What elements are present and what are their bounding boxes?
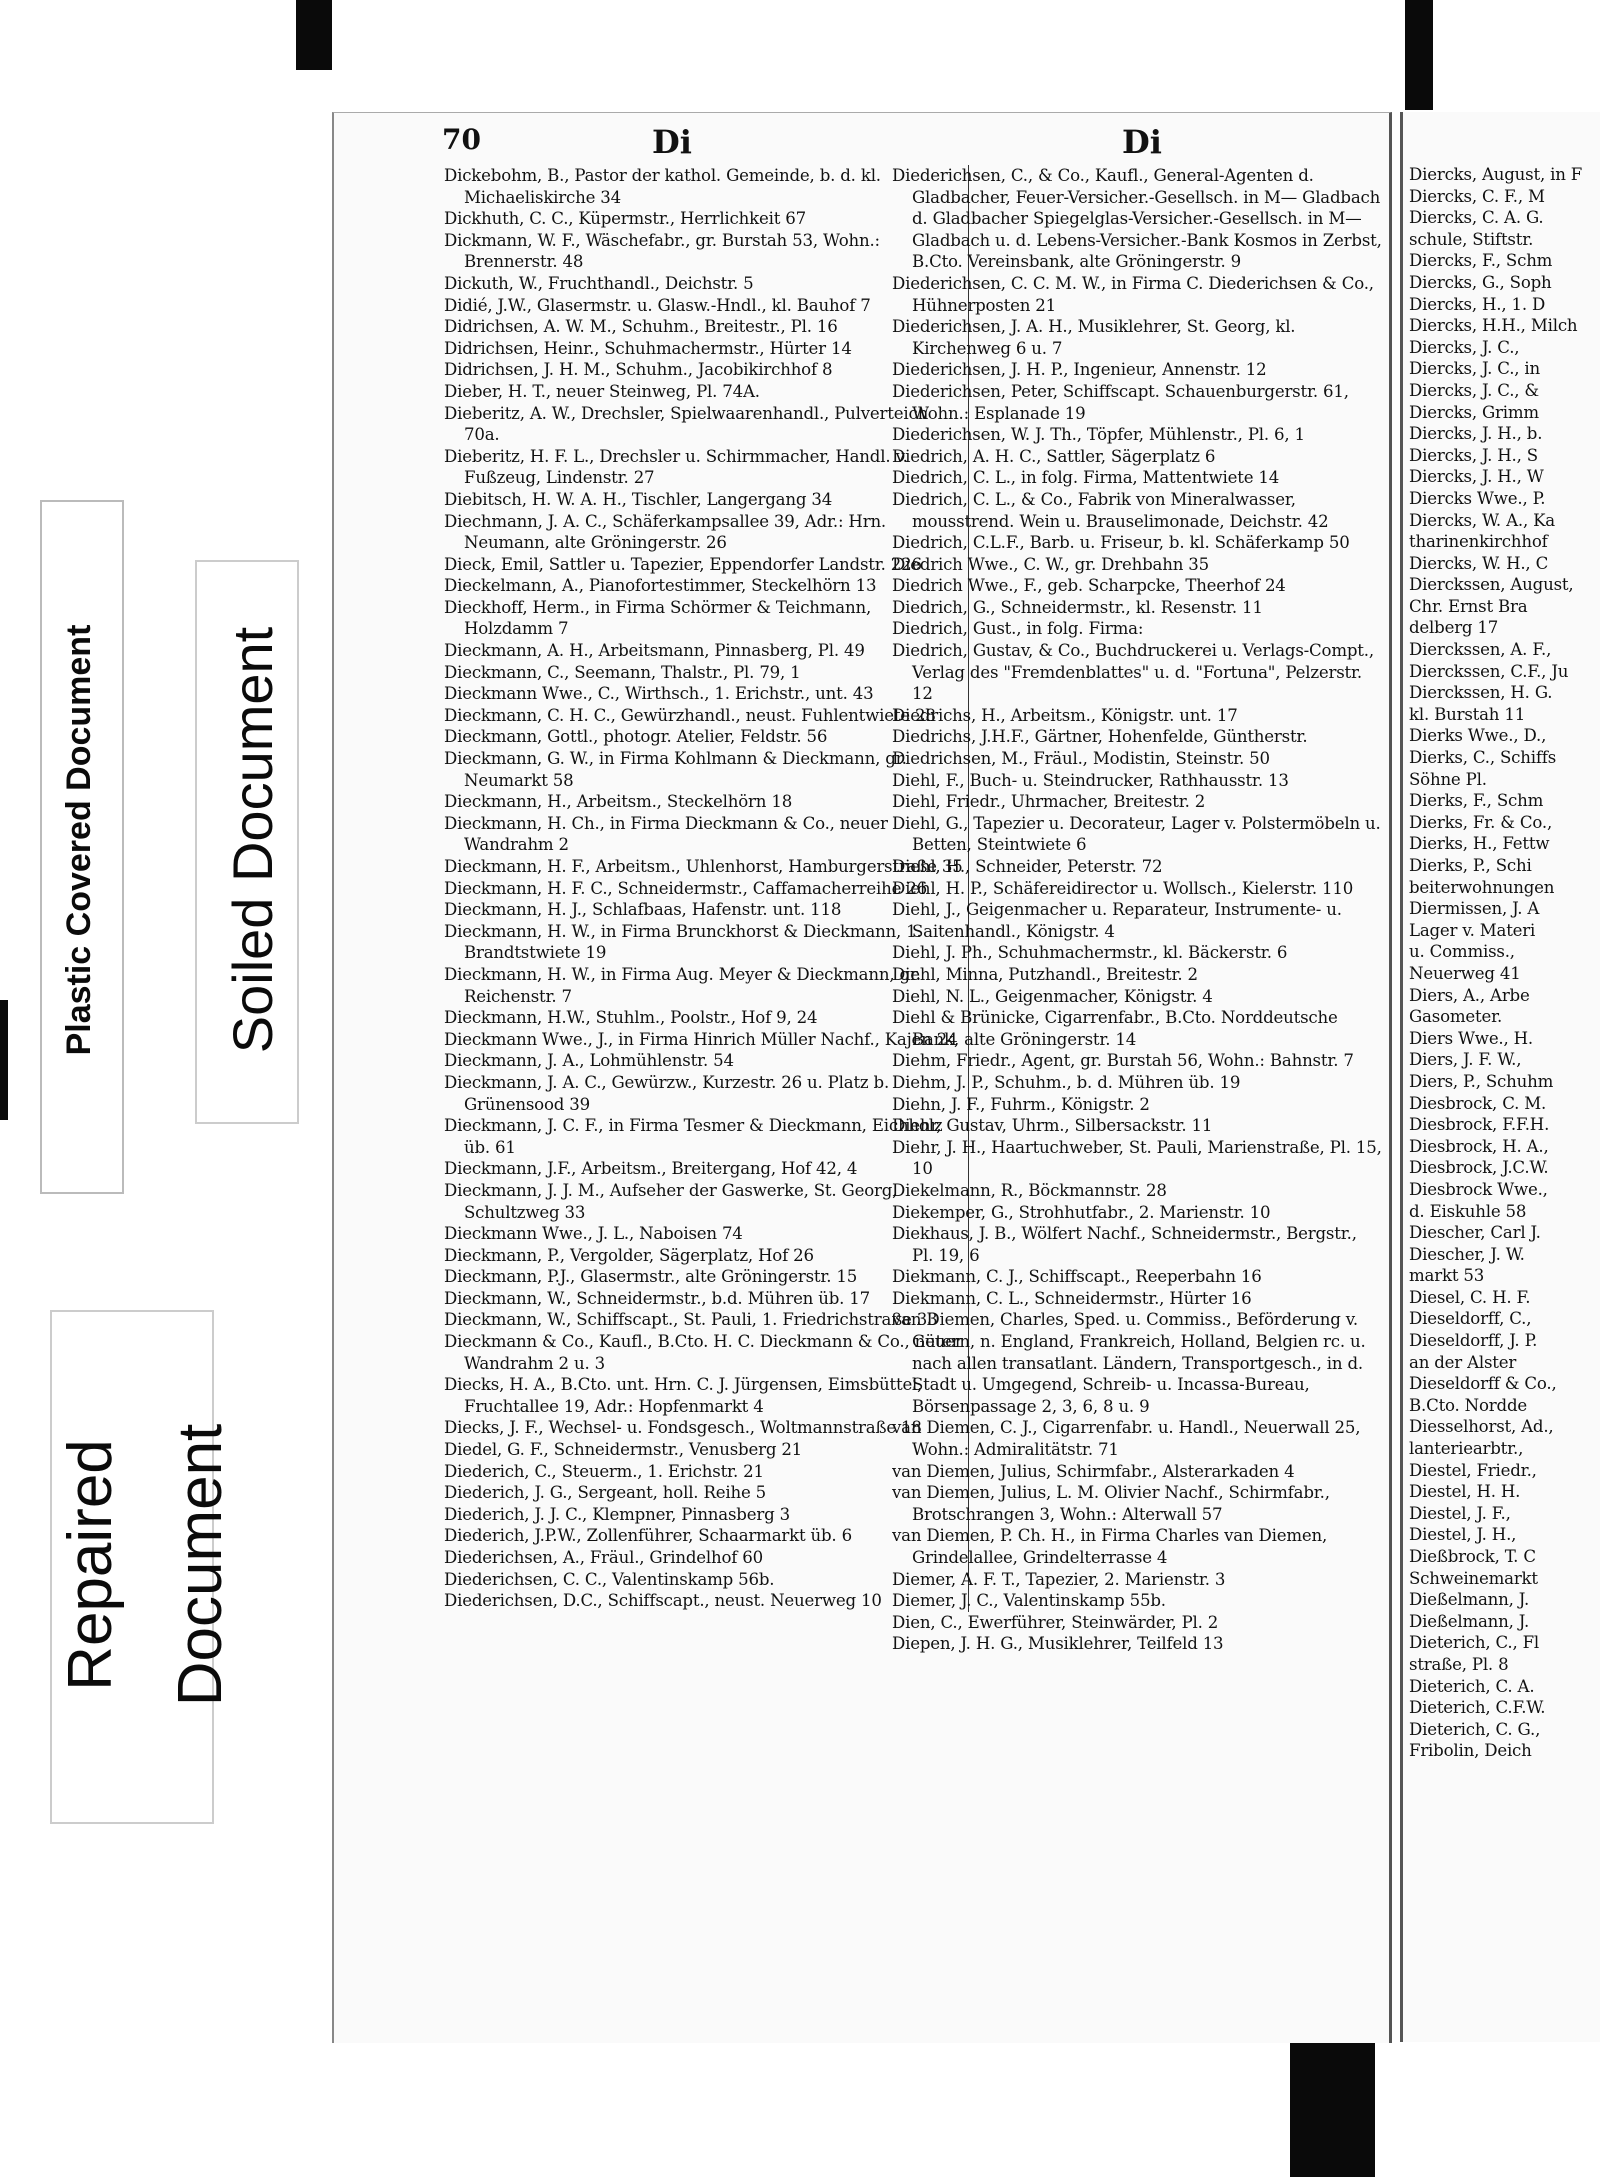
directory-entry: Dieckmann, P.J., Glasermstr., alte Gröningerstr. 15 <box>444 1267 858 1287</box>
directory-entry: Diederich, J.P.W., Zollenführer, Schaarmarkt üb. 6 <box>444 1526 852 1546</box>
directory-entry: Diercks, J. H., W <box>1409 467 1544 487</box>
directory-entry: Diehl, N. L., Geigenmacher, Königstr. 4 <box>892 986 1213 1006</box>
directory-entry: Dieckmann, H. Ch., in Firma Dieckmann & Co., neuer Wandrahm 2 <box>444 813 888 855</box>
directory-entry: Dieckelmann, A., Pianofortestimmer, Steckelhörn 13 <box>444 576 877 596</box>
column-left <box>444 165 969 1612</box>
directory-entry: Dieseldorff & Co., <box>1409 1374 1557 1394</box>
directory-entry: Dieckmann, J. C. F., in Firma Tesmer & Dieckmann, Eichholz üb. 61 <box>444 1116 943 1157</box>
directory-entry: Fribolin, Deich <box>1409 1741 1532 1761</box>
directory-entry: Dieber, H. T., neuer Steinweg, Pl. 74A. <box>444 381 760 401</box>
directory-entry: Dieterich, C. A. <box>1409 1676 1535 1696</box>
directory-entry: Gasometer. <box>1409 1007 1503 1027</box>
directory-entry: Dieseldorff, C., <box>1409 1309 1532 1329</box>
directory-entry: Diesbrock, J.C.W. <box>1409 1158 1549 1178</box>
directory-entry: Dierks Wwe., D., <box>1409 726 1547 746</box>
directory-entry: Diermissen, J. A <box>1409 899 1540 919</box>
directory-entry: Diehm, Friedr., Agent, gr. Burstah 56, Wohn.: Bahnstr. 7 <box>892 1051 1354 1071</box>
directory-entry: Diers, A., Arbe <box>1409 985 1530 1005</box>
directory-entry: Diercks Wwe., P. <box>1409 488 1546 508</box>
directory-entry: lanteriearbtr., <box>1409 1439 1524 1459</box>
directory-entry: Diercks, H., 1. D <box>1409 294 1546 314</box>
directory-entry: delberg 17 <box>1409 618 1499 638</box>
directory-entry: Dierks, Fr. & Co., <box>1409 812 1553 832</box>
directory-entry: Diehl, Minna, Putzhandl., Breitestr. 2 <box>892 964 1198 984</box>
directory-entry: Dieckmann, J.F., Arbeitsm., Breitergang, Hof 42, 4 <box>444 1159 858 1179</box>
directory-entry: Diesbrock Wwe., <box>1409 1179 1548 1199</box>
directory-entry: Diederich, J. G., Sergeant, holl. Reihe 5 <box>444 1483 767 1503</box>
directory-entry: Diehl & Brünicke, Cigarrenfabr., B.Cto. Norddeutsche Bank, alte Gröningerstr. 14 <box>892 1008 1338 1049</box>
directory-entry: Diederichsen, J. H. P., Ingenieur, Annenstr. 12 <box>892 360 1267 380</box>
directory-entry: markt 53 <box>1409 1266 1485 1286</box>
directory-entry: Dieckmann, W., Schneidermstr., b.d. Mühren üb. 17 <box>444 1288 871 1308</box>
directory-entry: Diercks, C. A. G. <box>1409 208 1544 228</box>
directory-entry: Dieckmann, Gottl., photogr. Atelier, Feldstr. 56 <box>444 727 828 747</box>
directory-entry: Diers Wwe., H. <box>1409 1028 1534 1048</box>
directory-entry: Diercks, H.H., Milch <box>1409 316 1578 336</box>
directory-entry: Dieckmann, H. F. C., Schneidermstr., Caffamacherreihe 26 <box>444 878 928 898</box>
directory-entry: Dierks, H., Fettw <box>1409 834 1550 854</box>
soiled-document-label: Soiled Document <box>221 626 284 1054</box>
directory-entry: Diederichsen, Peter, Schiffscapt. Schauenburgerstr. 61, Wohn.: Esplanade 19 <box>892 381 1349 423</box>
directory-entry: Diehr, Gustav, Uhrm., Silbersackstr. 11 <box>892 1116 1213 1136</box>
directory-entry: Diekmann, C. J., Schiffscapt., Reeperbahn 16 <box>892 1267 1262 1287</box>
header-right: Di <box>1122 123 1162 161</box>
directory-entry: Diebitsch, H. W. A. H., Tischler, Langergang 34 <box>444 489 833 509</box>
directory-entry: Dieckmann Wwe., J., in Firma Hinrich Müller Nachf., Kajen 24 <box>444 1029 958 1049</box>
directory-entry: Lager v. Materi <box>1409 920 1536 940</box>
directory-entry: van Diemen, Charles, Sped. u. Commiss., Beförderung v. Gütern, n. England, Frankreich, Holland, Belgien rc. u. nach allen transatlant. Ländern, Transportgesch., in d. Stadt u. Umgegend, Schreib- u. Incassa-Bureau, Börsenpassage 2, 3, 6, 8 u. 9 <box>892 1310 1366 1416</box>
directory-entry: Dieckmann, A. H., Arbeitsmann, Pinnasberg, Pl. 49 <box>444 641 865 661</box>
plastic-covered-label: Plastic Covered Document <box>60 624 98 1056</box>
directory-entry: Diehl, J. Ph., Schuhmachermstr., kl. Bäckerstr. 6 <box>892 943 1288 963</box>
directory-entry: Diehl, J., Geigenmacher u. Reparateur, Instrumente- u. Saitenhandl., Königstr. 4 <box>892 900 1342 941</box>
directory-entry: Diedel, G. F., Schneidermstr., Venusberg 21 <box>444 1440 803 1460</box>
directory-entry: Diepen, J. H. G., Musiklehrer, Teilfeld 13 <box>892 1634 1224 1654</box>
directory-entry: Dien, C., Ewerführer, Steinwärder, Pl. 2 <box>892 1612 1219 1632</box>
repaired-label-line1: Repaired <box>56 1439 125 1691</box>
directory-entry: Dierckssen, A. F., <box>1409 640 1552 660</box>
directory-entry: Dierks, C., Schiffs <box>1409 748 1557 768</box>
binding-bar-left-edge <box>0 1000 8 1120</box>
directory-entry: van Diemen, Julius, Schirmfabr., Alsterarkaden 4 <box>892 1461 1295 1481</box>
directory-entry: Didrichsen, A. W. M., Schuhm., Breitestr., Pl. 16 <box>444 317 838 337</box>
directory-entry: Dieterich, C. G., <box>1409 1719 1541 1739</box>
repaired-label-line2: Document <box>166 1423 235 1707</box>
directory-entry: Dieseldorff, J. P. <box>1409 1331 1538 1351</box>
directory-entry: Dierckssen, H. G. <box>1409 683 1553 703</box>
directory-entry: Diescher, J. W. <box>1409 1244 1525 1264</box>
directory-entry: Diestel, J. F., <box>1409 1503 1511 1523</box>
directory-entry: Diederichsen, J. A. H., Musiklehrer, St. Georg, kl. Kirchenweg 6 u. 7 <box>892 317 1296 358</box>
directory-entry: Dierckssen, C.F., Ju <box>1409 661 1569 681</box>
directory-entry: Dieterich, C., Fl <box>1409 1633 1540 1653</box>
directory-entry: beiterwohnungen <box>1409 877 1555 897</box>
directory-entry: Diesel, C. H. F. <box>1409 1287 1531 1307</box>
directory-entry: Dieckmann, W., Schiffscapt., St. Pauli, 1. Friedrichstraße 33 <box>444 1310 938 1330</box>
column-right <box>1409 164 1600 1762</box>
directory-entry: Dieckmann Wwe., J. L., Naboisen 74 <box>444 1224 743 1244</box>
directory-entry: Dierks, F., Schm <box>1409 791 1544 811</box>
directory-entry: Diesbrock, H. A., <box>1409 1136 1549 1156</box>
directory-entry: Diechmann, J. A. C., Schäferkampsallee 39, Adr.: Hrn. Neumann, alte Gröningerstr. 26 <box>444 511 886 553</box>
directory-entry: Diers, J. F. W., <box>1409 1050 1522 1070</box>
page-number: 70 <box>442 123 481 156</box>
directory-entry: Diestel, H. H. <box>1409 1482 1521 1502</box>
directory-entry: Diercks, J. C., in <box>1409 359 1541 379</box>
directory-entry: Dießelmann, J. <box>1409 1611 1530 1631</box>
directory-entry: Diesbrock, C. M. <box>1409 1093 1547 1113</box>
directory-entry: Diesbrock, F.F.H. <box>1409 1115 1550 1135</box>
directory-entry: Diehl, H., Schneider, Peterstr. 72 <box>892 857 1163 876</box>
directory-entry: Diemer, J. C., Valentinskamp 55b. <box>892 1591 1166 1611</box>
directory-entry: Diecks, H. A., B.Cto. unt. Hrn. C. J. Jürgensen, Eimsbüttel, Fruchtallee 19, Adr.: Hopfenmarkt 4 <box>444 1375 923 1416</box>
directory-entry: Dieckmann Wwe., C., Wirthsch., 1. Erichstr., unt. 43 <box>444 684 874 704</box>
directory-entry: kl. Burstah 11 <box>1409 704 1526 724</box>
directory-entry: Diedrich Wwe., F., geb. Scharpcke, Theerhof 24 <box>892 576 1286 596</box>
directory-entry: Dierks, P., Schi <box>1409 856 1532 875</box>
directory-entry: Dieckmann, P., Vergolder, Sägerplatz, Hof 26 <box>444 1245 814 1265</box>
directory-entry: Diederichsen, A., Fräul., Grindelhof 60 <box>444 1548 763 1567</box>
binding-bar-right-bottom <box>1290 2040 1375 2177</box>
directory-entry: Diemer, A. F. T., Tapezier, 2. Marienstr. 3 <box>892 1569 1226 1589</box>
directory-entry: Dieckmann, H., Arbeitsm., Steckelhörn 18 <box>444 792 793 812</box>
directory-entry: Diekelmann, R., Böckmannstr. 28 <box>892 1180 1167 1200</box>
directory-entry: Diercks, W. H., C <box>1409 553 1549 573</box>
directory-entry: Dießelmann, J. <box>1409 1590 1530 1610</box>
directory-entry: tharinenkirchhof <box>1409 532 1548 552</box>
directory-entry: d. Eiskuhle 58 <box>1409 1201 1527 1221</box>
directory-entry: Didrichsen, Heinr., Schuhmachermstr., Hürter 14 <box>444 338 852 358</box>
directory-entry: Diehl, F., Buch- u. Steindrucker, Rathhausstr. 13 <box>892 770 1289 790</box>
directory-entry: Dießbrock, T. C <box>1409 1547 1536 1566</box>
directory-entry: Didrichsen, J. H. M., Schuhm., Jacobikirchhof 8 <box>444 360 833 380</box>
directory-entry: van Diemen, Julius, L. M. Olivier Nachf., Schirmfabr., Brotschrangen 3, Wohn.: Alterwall 57 <box>892 1483 1330 1524</box>
directory-entry: Diedrich, C. L., & Co., Fabrik von Mineralwasser, mousstrend. Wein u. Brauselimonade, Deichstr. 42 <box>892 489 1329 531</box>
directory-entry: Dieckmann, H. J., Schlafbaas, Hafenstr. unt. 118 <box>444 900 842 920</box>
directory-entry: Dieterich, C.F.W. <box>1409 1698 1546 1718</box>
directory-entry: Diercks, W. A., Ka <box>1409 510 1555 530</box>
directory-entry: Diederichsen, C., & Co., Kaufl., General-Agenten d. Gladbacher, Feuer-Versicher.-Gesellsch. in M— Gladbach d. Gladbacher Spiegelglas-Versicher.-Gesellsch. in M— Gladbach u. d. Lebens-Versicher.-Bank Kosmos in Zerbst, B.Cto. Vereinsbank, alte Gröningerstr. 9 <box>892 166 1382 272</box>
column-middle <box>892 165 1382 1655</box>
directory-entry: Dieckmann, J. J. M., Aufseher der Gaswerke, St. Georg, Schultzweg 33 <box>444 1180 898 1222</box>
directory-entry: Dieckmann, H. F., Arbeitsm., Uhlenhorst, Hamburgerstraße 35 <box>444 857 963 876</box>
header-left: Di <box>652 123 692 161</box>
directory-entry: Dieck, Emil, Sattler u. Tapezier, Eppendorfer Landstr. 226 <box>444 554 922 574</box>
directory-entry: Diedrich, Gust., in folg. Firma: <box>892 619 1144 639</box>
directory-entry: Diecks, J. F., Wechsel- u. Fondsgesch., Woltmannstraße 18 <box>444 1418 922 1438</box>
directory-entry: Diedrich, A. H. C., Sattler, Sägerplatz 6 <box>892 446 1216 466</box>
directory-entry: Diederichsen, D.C., Schiffscapt., neust. Neuerweg 10 <box>444 1591 882 1611</box>
facing-page <box>1400 112 1600 2042</box>
directory-entry: Diehm, J. P., Schuhm., b. d. Mühren üb. 19 <box>892 1072 1241 1092</box>
directory-entry: Diedrich Wwe., C. W., gr. Drehbahn 35 <box>892 554 1209 574</box>
directory-entry: Söhne Pl. <box>1409 769 1487 789</box>
directory-entry: Diedrich, C.L.F., Barb. u. Friseur, b. kl. Schäferkamp 50 <box>892 533 1350 553</box>
directory-entry: schule, Stiftstr. <box>1409 229 1534 249</box>
directory-entry: Diehn, J. F., Fuhrm., Königstr. 2 <box>892 1094 1150 1114</box>
directory-page <box>332 112 1392 2043</box>
directory-entry: Diercks, J. H., b. <box>1409 424 1543 444</box>
directory-entry: Dieberitz, A. W., Drechsler, Spielwaarenhandl., Pulverteich 70a. <box>444 403 929 445</box>
directory-entry: Dieckmann, J. A. C., Gewürzw., Kurzestr. 26 u. Platz b. Grünensood 39 <box>444 1072 890 1114</box>
directory-entry: Dieckmann, H.W., Stuhlm., Poolstr., Hof 9, 24 <box>444 1008 818 1028</box>
directory-entry: Dickebohm, B., Pastor der kathol. Gemeinde, b. d. kl. Michaeliskirche 34 <box>444 166 881 207</box>
directory-entry: Dieckmann, C. H. C., Gewürzhandl., neust. Fuhlentwiete 28 <box>444 705 936 725</box>
directory-entry: Diercks, J. C., <box>1409 337 1520 357</box>
directory-entry: Diercks, Grimm <box>1409 402 1539 422</box>
directory-entry: Didié, J.W., Glasermstr. u. Glasw.-Hndl., kl. Bauhof 7 <box>444 295 871 315</box>
directory-entry: an der Alster <box>1409 1352 1517 1372</box>
directory-entry: Diercks, C. F., M <box>1409 186 1545 206</box>
directory-entry: Diercks, F., Schm <box>1409 251 1553 271</box>
directory-entry: Dieberitz, H. F. L., Drechsler u. Schirmmacher, Handl. v. Fußzeug, Lindenstr. 27 <box>444 446 908 488</box>
directory-entry: Diehl, H. P., Schäfereidirector u. Wollsch., Kielerstr. 110 <box>892 878 1354 898</box>
directory-entry: Dieckmann, G. W., in Firma Kohlmann & Dieckmann, gr. Neumarkt 58 <box>444 749 907 790</box>
directory-entry: van Diemen, C. J., Cigarrenfabr. u. Handl., Neuerwall 25, Wohn.: Admiralitätstr. 71 <box>892 1418 1361 1460</box>
directory-entry: Dieckmann, C., Seemann, Thalstr., Pl. 79, 1 <box>444 662 801 682</box>
directory-entry: Diers, P., Schuhm <box>1409 1071 1554 1091</box>
directory-entry: Diekemper, G., Strohhutfabr., 2. Marienstr. 10 <box>892 1202 1271 1222</box>
directory-entry: B.Cto. Nordde <box>1409 1395 1527 1415</box>
directory-entry: Diedrich, G., Schneidermstr., kl. Resenstr. 11 <box>892 597 1263 617</box>
directory-entry: Diederichsen, C. C., Valentinskamp 56b. <box>444 1569 775 1589</box>
directory-entry: Neuerweg 41 <box>1409 963 1521 983</box>
directory-entry: Dieckmann, H. W., in Firma Aug. Meyer & Dieckmann, gr. Reichenstr. 7 <box>444 964 921 1006</box>
directory-entry: Chr. Ernst Bra <box>1409 596 1528 616</box>
directory-entry: Diehl, G., Tapezier u. Decorateur, Lager v. Polstermöbeln u. Betten, Steintwiete 6 <box>892 813 1381 855</box>
directory-entry: Diedrichs, J.H.F., Gärtner, Hohenfelde, Güntherstr. <box>892 727 1308 747</box>
directory-entry: Diestel, Friedr., <box>1409 1460 1537 1480</box>
directory-entry: Diercks, J. C., & <box>1409 380 1539 400</box>
directory-entry: Dickuth, W., Fruchthandl., Deichstr. 5 <box>444 273 754 293</box>
directory-entry: Dieckmann, J. A., Lohmühlenstr. 54 <box>444 1051 734 1071</box>
directory-entry: Diercks, August, in F <box>1409 165 1583 184</box>
directory-entry: u. Commiss., <box>1409 942 1515 962</box>
directory-entry: Diedrichs, H., Arbeitsm., Königstr. unt. 17 <box>892 705 1238 725</box>
directory-entry: Diescher, Carl J. <box>1409 1223 1541 1243</box>
directory-entry: Diedrich, C. L., in folg. Firma, Mattentwiete 14 <box>892 468 1280 488</box>
directory-entry: Diekmann, C. L., Schneidermstr., Hürter 16 <box>892 1288 1252 1308</box>
directory-entry: Schweinemarkt <box>1409 1568 1538 1588</box>
directory-entry: van Diemen, P. Ch. H., in Firma Charles van Diemen, Grindelallee, Grindelterrasse 4 <box>892 1526 1328 1567</box>
directory-entry: Diestel, J. H., <box>1409 1525 1517 1545</box>
directory-entry: Diercks, G., Soph <box>1409 272 1552 292</box>
directory-entry: Diehr, J. H., Haartuchweber, St. Pauli, Marienstraße, Pl. 15, 10 <box>892 1137 1382 1179</box>
directory-entry: Dieckmann, H. W., in Firma Brunckhorst & Dieckmann, 1. Brandtstwiete 19 <box>444 921 922 963</box>
directory-entry: Dierckssen, August, <box>1409 575 1574 595</box>
directory-entry: straße, Pl. 8 <box>1409 1654 1509 1674</box>
directory-entry: Diehl, Friedr., Uhrmacher, Breitestr. 2 <box>892 792 1206 812</box>
directory-entry: Diedrichsen, M., Fräul., Modistin, Steinstr. 50 <box>892 749 1270 769</box>
directory-entry: Dieckhoff, Herm., in Firma Schörmer & Teichmann, Holzdamm 7 <box>444 597 872 639</box>
directory-entry: Diederichsen, W. J. Th., Töpfer, Mühlenstr., Pl. 6, 1 <box>892 425 1305 445</box>
directory-entry: Dickmann, W. F., Wäschefabr., gr. Burstah 53, Wohn.: Brennerstr. 48 <box>444 230 880 272</box>
directory-entry: Dickhuth, C. C., Küpermstr., Herrlichkeit 67 <box>444 209 806 229</box>
directory-entry: Diekhaus, J. B., Wölfert Nachf., Schneidermstr., Bergstr., Pl. 19, 6 <box>892 1224 1357 1265</box>
binding-bar-top <box>296 0 332 70</box>
directory-entry: Dieckmann & Co., Kaufl., B.Cto. H. C. Dieckmann & Co., neuer Wandrahm 2 u. 3 <box>444 1332 963 1373</box>
directory-entry: Diederichsen, C. C. M. W., in Firma C. Diederichsen & Co., Hühnerposten 21 <box>892 273 1374 315</box>
directory-entry: Diedrich, Gustav, & Co., Buchdruckerei u. Verlags-Compt., Verlag des "Fremdenblattes" u. d. "Fortuna", Pelzerstr. 12 <box>892 641 1374 704</box>
directory-entry: Diesselhorst, Ad., <box>1409 1417 1554 1437</box>
directory-entry: Diederich, C., Steuerm., 1. Erichstr. 21 <box>444 1461 764 1481</box>
binding-bar-right-top <box>1405 0 1433 110</box>
directory-entry: Diercks, J. H., S <box>1409 445 1538 465</box>
directory-entry: Diederich, J. J. C., Klempner, Pinnasberg 3 <box>444 1504 790 1524</box>
